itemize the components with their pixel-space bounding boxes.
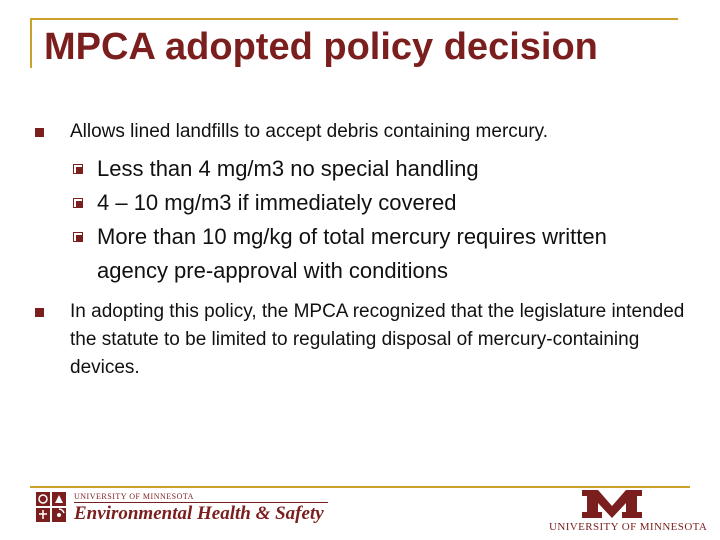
ehs-university-label: UNIVERSITY OF MINNESOTA <box>74 492 194 501</box>
footer-divider <box>30 486 690 488</box>
bullet-2-text: In adopting this policy, the MPCA recognized that the legislature intended the statute to be limited to regulating disposal of mercury-containing devices. <box>70 301 685 378</box>
ehs-department-label: Environmental Health & Safety <box>74 503 324 524</box>
biohazard-radiation-logo <box>36 492 66 522</box>
title-frame-left <box>30 18 32 68</box>
subbullet-3-text: More than 10 mg/kg of total mercury requires written agency pre-approval with conditions <box>97 224 607 283</box>
subbullet-1-text: Less than 4 mg/m3 no special handling <box>97 156 479 181</box>
square-bullet-icon <box>35 128 44 137</box>
checkbox-bullet-icon <box>73 198 83 208</box>
checkbox-bullet-icon <box>73 232 83 242</box>
square-bullet-icon <box>35 308 44 317</box>
slide-title: MPCA adopted policy decision <box>44 26 598 68</box>
university-name: UNIVERSITY OF MINNESOTA <box>549 521 708 533</box>
checkbox-bullet-icon <box>73 164 83 174</box>
title-frame-top <box>30 18 678 20</box>
subbullet-2-text: 4 – 10 mg/m3 if immediately covered <box>97 190 457 215</box>
block-m-logo <box>582 490 642 518</box>
bullet-1-text: Allows lined landfills to accept debris containing mercury. <box>70 121 549 142</box>
